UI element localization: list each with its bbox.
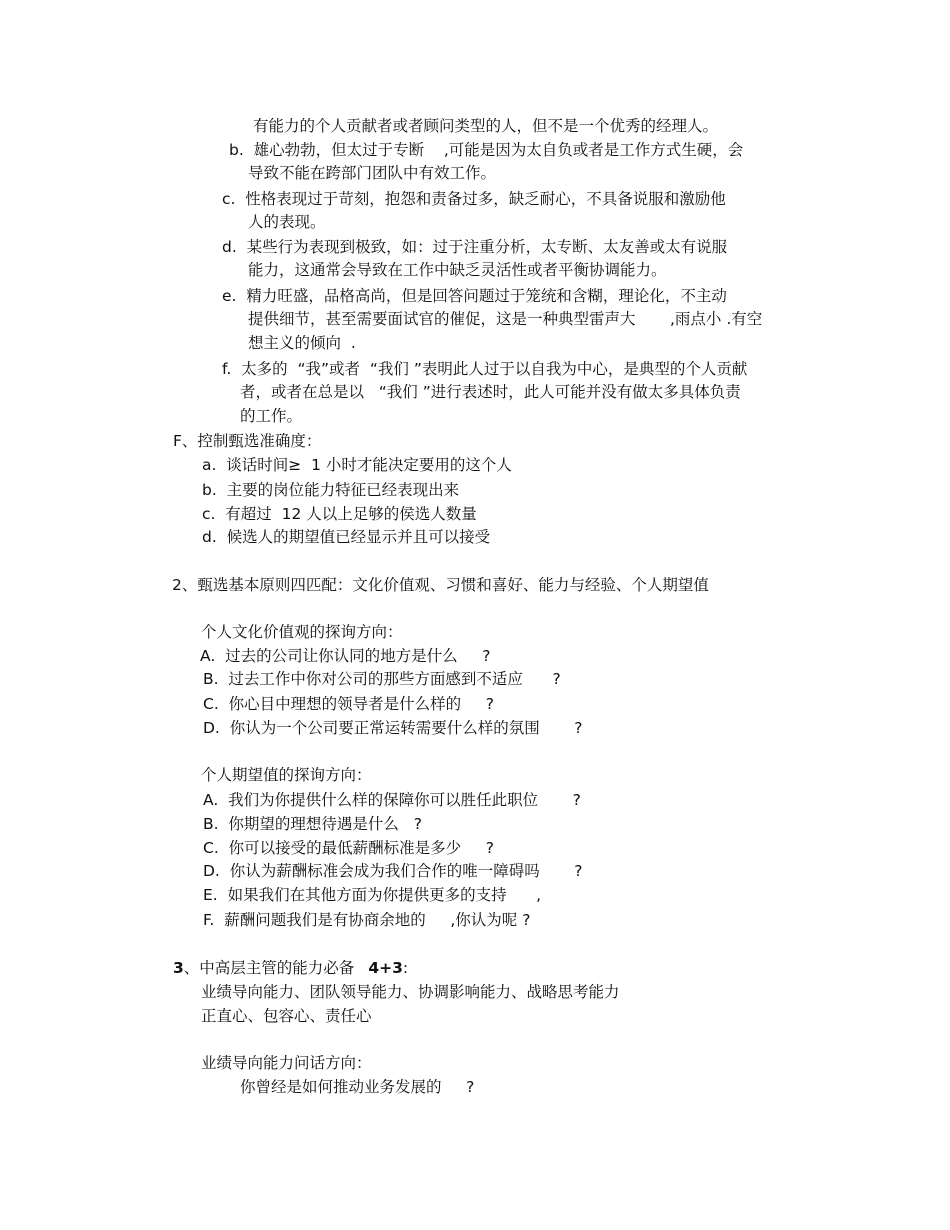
section-f-item: a. 谈话时间≥ 1 小时才能决定要用的这个人 — [202, 456, 512, 474]
section-3-heading-colon: : — [402, 959, 409, 977]
section-f-item: c. 有超过 12 人以上足够的侯选人数量 — [202, 505, 477, 523]
expectation-probe-item: C. 你可以接受的最低薪酬标准是多少 ? — [203, 839, 494, 857]
section-f-item: b. 主要的岗位能力特征已经表现出来 — [202, 481, 460, 499]
section-3-heading-value: 4+3 — [368, 959, 403, 977]
weakness-b-line1: b. 雄心勃勃，但太过于专断 ,可能是因为太自负或者是工作方式生硬，会 — [229, 141, 744, 159]
weakness-c-line1: c. 性格表现过于苛刻，抱怨和责备过多，缺乏耐心，不具备说服和激励他 — [222, 190, 726, 208]
section-f-heading: F、控制甄选准确度： — [173, 432, 322, 450]
section-2-heading: 2、甄选基本原则四匹配：文化价值观、习惯和喜好、能力与经验、个人期望值 — [172, 576, 709, 594]
character-list: 正直心、包容心、责任心 — [201, 1007, 372, 1025]
competency-list: 业绩导向能力、团队领导能力、协调影响能力、战略思考能力 — [201, 983, 620, 1001]
culture-probe-item: D. 你认为一个公司要正常运转需要什么样的氛围 ? — [203, 719, 583, 737]
weakness-d-line2: 能力，这通常会导致在工作中缺乏灵活性或者平衡协调能力。 — [248, 261, 667, 279]
weakness-d-line1: d. 某些行为表现到极致，如：过于注重分析，太专断、太友善或太有说服 — [222, 238, 728, 256]
culture-probe-item: A. 过去的公司让你认同的地方是什么 ? — [200, 647, 491, 665]
weakness-f-line1: f. 太多的 “我”或者 “我们 ”表明此人过于以自我为中心，是典型的个人贡献 — [222, 360, 748, 378]
performance-probe-question: 你曾经是如何推动业务发展的 ? — [240, 1078, 475, 1096]
expectation-probe-item: F. 薪酬问题我们是有协商余地的 ,你认为呢 ? — [203, 911, 531, 929]
section-f-item: d. 候选人的期望值已经显示并且可以接受 — [202, 528, 491, 546]
section-3-number: 3 — [173, 959, 184, 977]
weakness-b-line2: 导致不能在跨部门团队中有效工作。 — [248, 164, 497, 182]
weakness-f-line3: 的工作。 — [240, 407, 303, 425]
culture-probe-item: C. 你心目中理想的领导者是什么样的 ? — [203, 695, 494, 713]
expectation-probe-item: A. 我们为你提供什么样的保障你可以胜任此职位 ? — [203, 791, 581, 809]
weakness-f-line2: 者，或者在总是以 “我们 ”进行表述时，此人可能并没有做太多具体负责 — [240, 383, 741, 401]
expectation-probe-item: B. 你期望的理想待遇是什么 ? — [203, 815, 422, 833]
weakness-e-line1: e. 精力旺盛，品格高尚，但是回答问题过于笼统和含糊，理论化，不主动 — [222, 287, 727, 305]
weakness-c-line2: 人的表现。 — [248, 213, 326, 231]
section-3-heading — [173, 957, 408, 980]
expectation-probe-item: D. 你认为薪酬标准会成为我们合作的唯一障碍吗 ? — [203, 862, 583, 880]
performance-probe-title: 业绩导向能力问话方向： — [201, 1054, 372, 1072]
expectation-probe-title: 个人期望值的探询方向： — [201, 766, 372, 784]
culture-probe-title: 个人文化价值观的探询方向： — [201, 623, 403, 641]
weakness-a-continuation: 有能力的个人贡献者或者顾问类型的人，但不是一个优秀的经理人。 — [253, 117, 719, 135]
expectation-probe-item: E. 如果我们在其他方面为你提供更多的支持 , — [203, 886, 542, 904]
weakness-e-line3: 想主义的倾向 . — [248, 334, 356, 352]
culture-probe-item: B. 过去工作中你对公司的那些方面感到不适应 ? — [203, 670, 561, 688]
weakness-e-line2: 提供细节，甚至需要面试官的催促，这是一种典型雷声大 ,雨点小 .有空 — [248, 310, 763, 328]
section-3-heading-text: 、中高层主管的能力必备 — [183, 959, 355, 977]
